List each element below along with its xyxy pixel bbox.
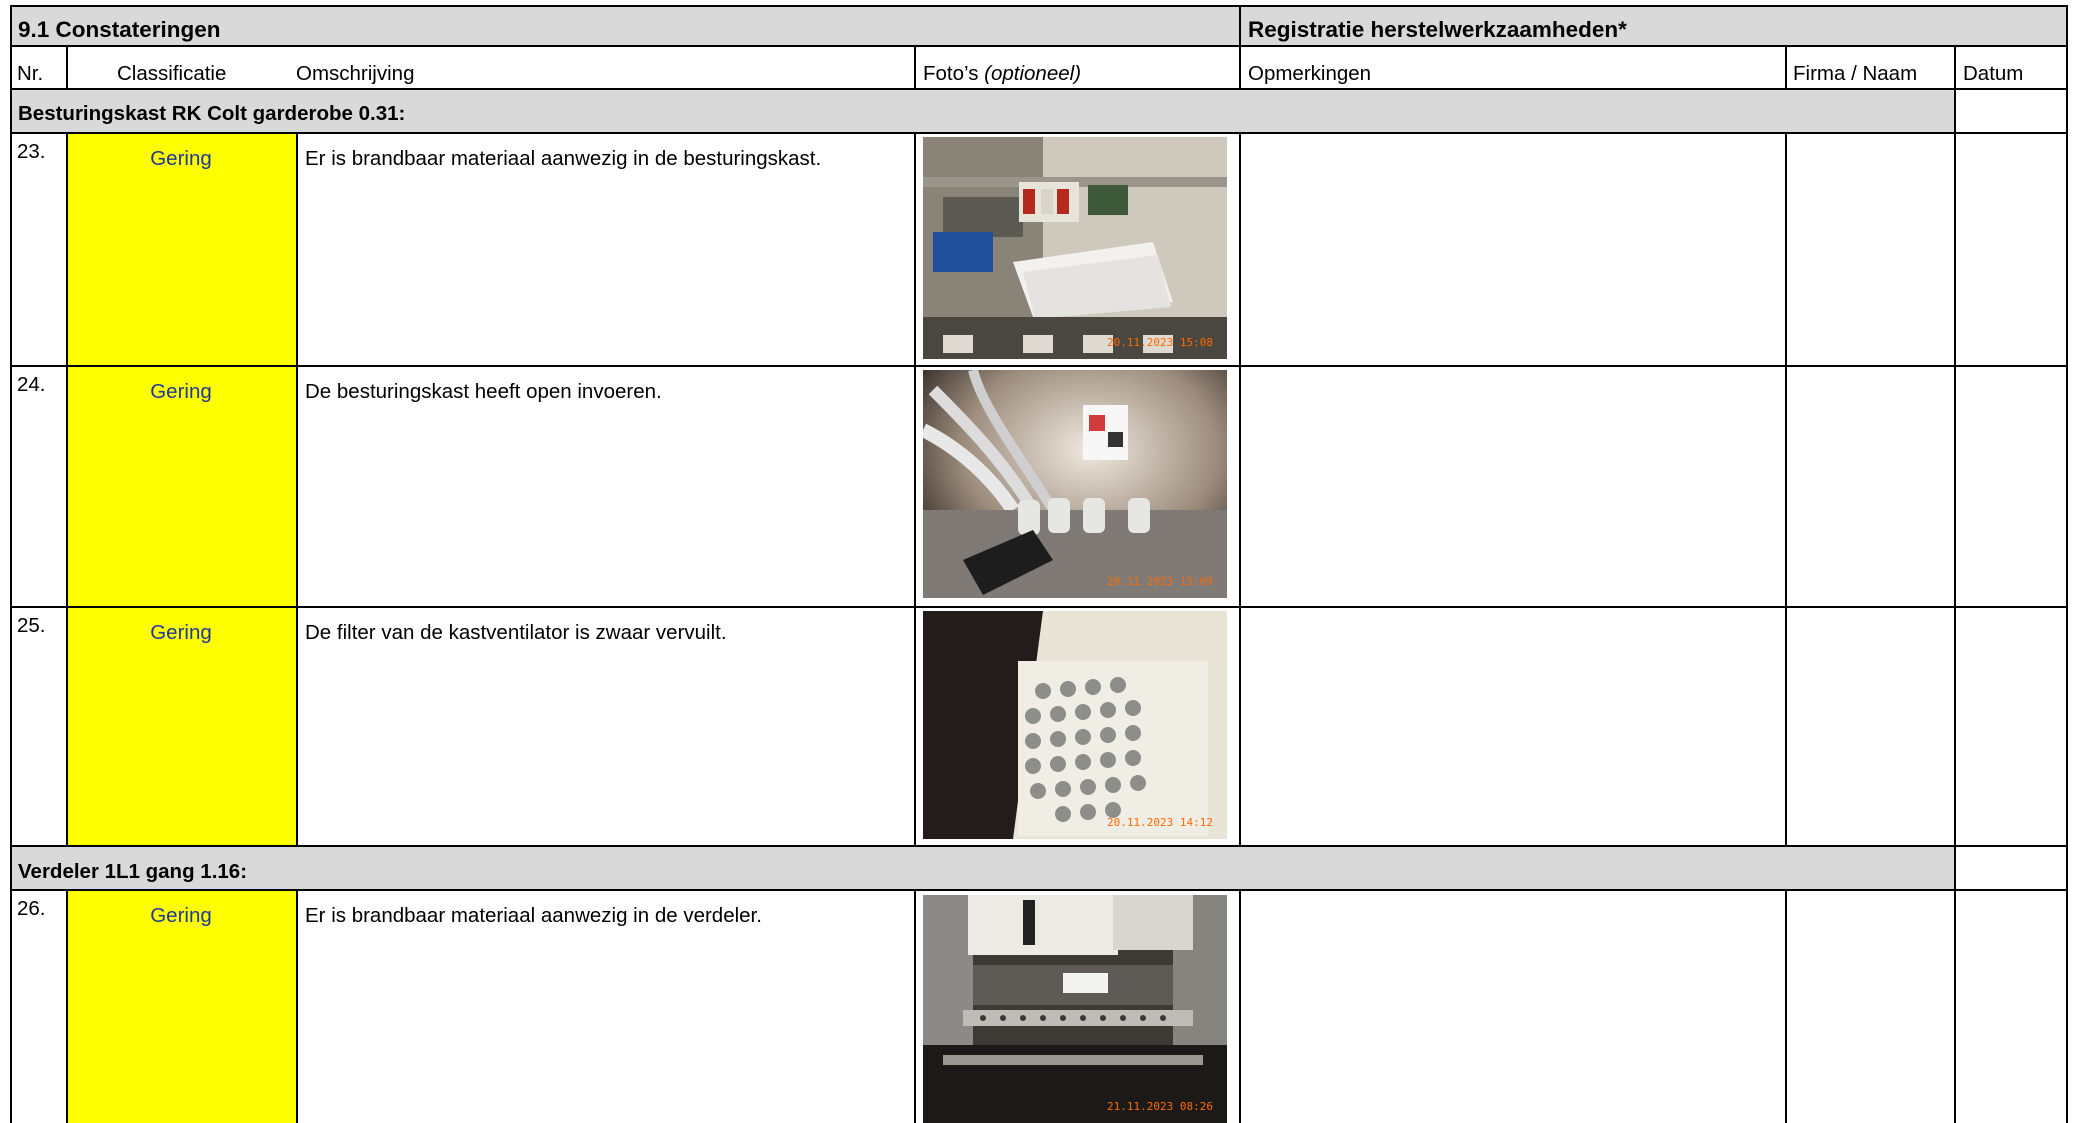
row-nr: 25. [17, 614, 46, 637]
fan-filter-photo-icon [923, 611, 1227, 839]
classification-label: Gering [150, 904, 212, 927]
classification-label: Gering [150, 147, 212, 170]
section-title: 9.1 Constateringen [18, 17, 221, 42]
column-header-nr: Nr. [17, 62, 44, 85]
column-header-opmerkingen: Opmerkingen [1248, 62, 1372, 85]
row-description: Er is brandbaar materiaal aanwezig in de besturingskast. [305, 147, 822, 170]
column-header-omschrijving: Omschrijving [296, 62, 415, 85]
row-nr: 26. [17, 897, 46, 920]
control-cabinet-photo-icon [923, 137, 1227, 359]
fotos-optional-label: (optioneel) [984, 62, 1082, 85]
photo-timestamp: 20.11.2023 15:09 [1107, 575, 1213, 588]
distribution-board-photo-icon [923, 895, 1227, 1123]
cable-glands-photo-icon [923, 370, 1227, 598]
fotos-label: Foto’s [923, 62, 985, 85]
row-description: De filter van de kastventilator is zwaar vervuilt. [305, 621, 727, 644]
column-header-fotos [923, 62, 1081, 86]
column-header-firma: Firma / Naam [1793, 62, 1918, 85]
row-nr: 24. [17, 373, 46, 396]
row-description: De besturingskast heeft open invoeren. [305, 380, 662, 403]
photo-timestamp: 20.11.2023 15:08 [1107, 336, 1213, 349]
column-header-classificatie: Classificatie [117, 62, 227, 85]
classification-label: Gering [150, 621, 212, 644]
row-nr: 23. [17, 140, 46, 163]
photo-timestamp: 20.11.2023 14:12 [1107, 816, 1213, 829]
photo-timestamp: 21.11.2023 08:26 [1107, 1100, 1213, 1113]
group-title-1: Besturingskast RK Colt garderobe 0.31: [18, 102, 406, 125]
classification-label: Gering [150, 380, 212, 403]
row-description: Er is brandbaar materiaal aanwezig in de verdeler. [305, 904, 762, 927]
registration-title: Registratie herstelwerkzaamheden* [1248, 17, 1627, 42]
group-title-2: Verdeler 1L1 gang 1.16: [18, 860, 248, 883]
column-header-datum: Datum [1963, 62, 2024, 85]
group-header-bg-2 [10, 846, 1954, 890]
